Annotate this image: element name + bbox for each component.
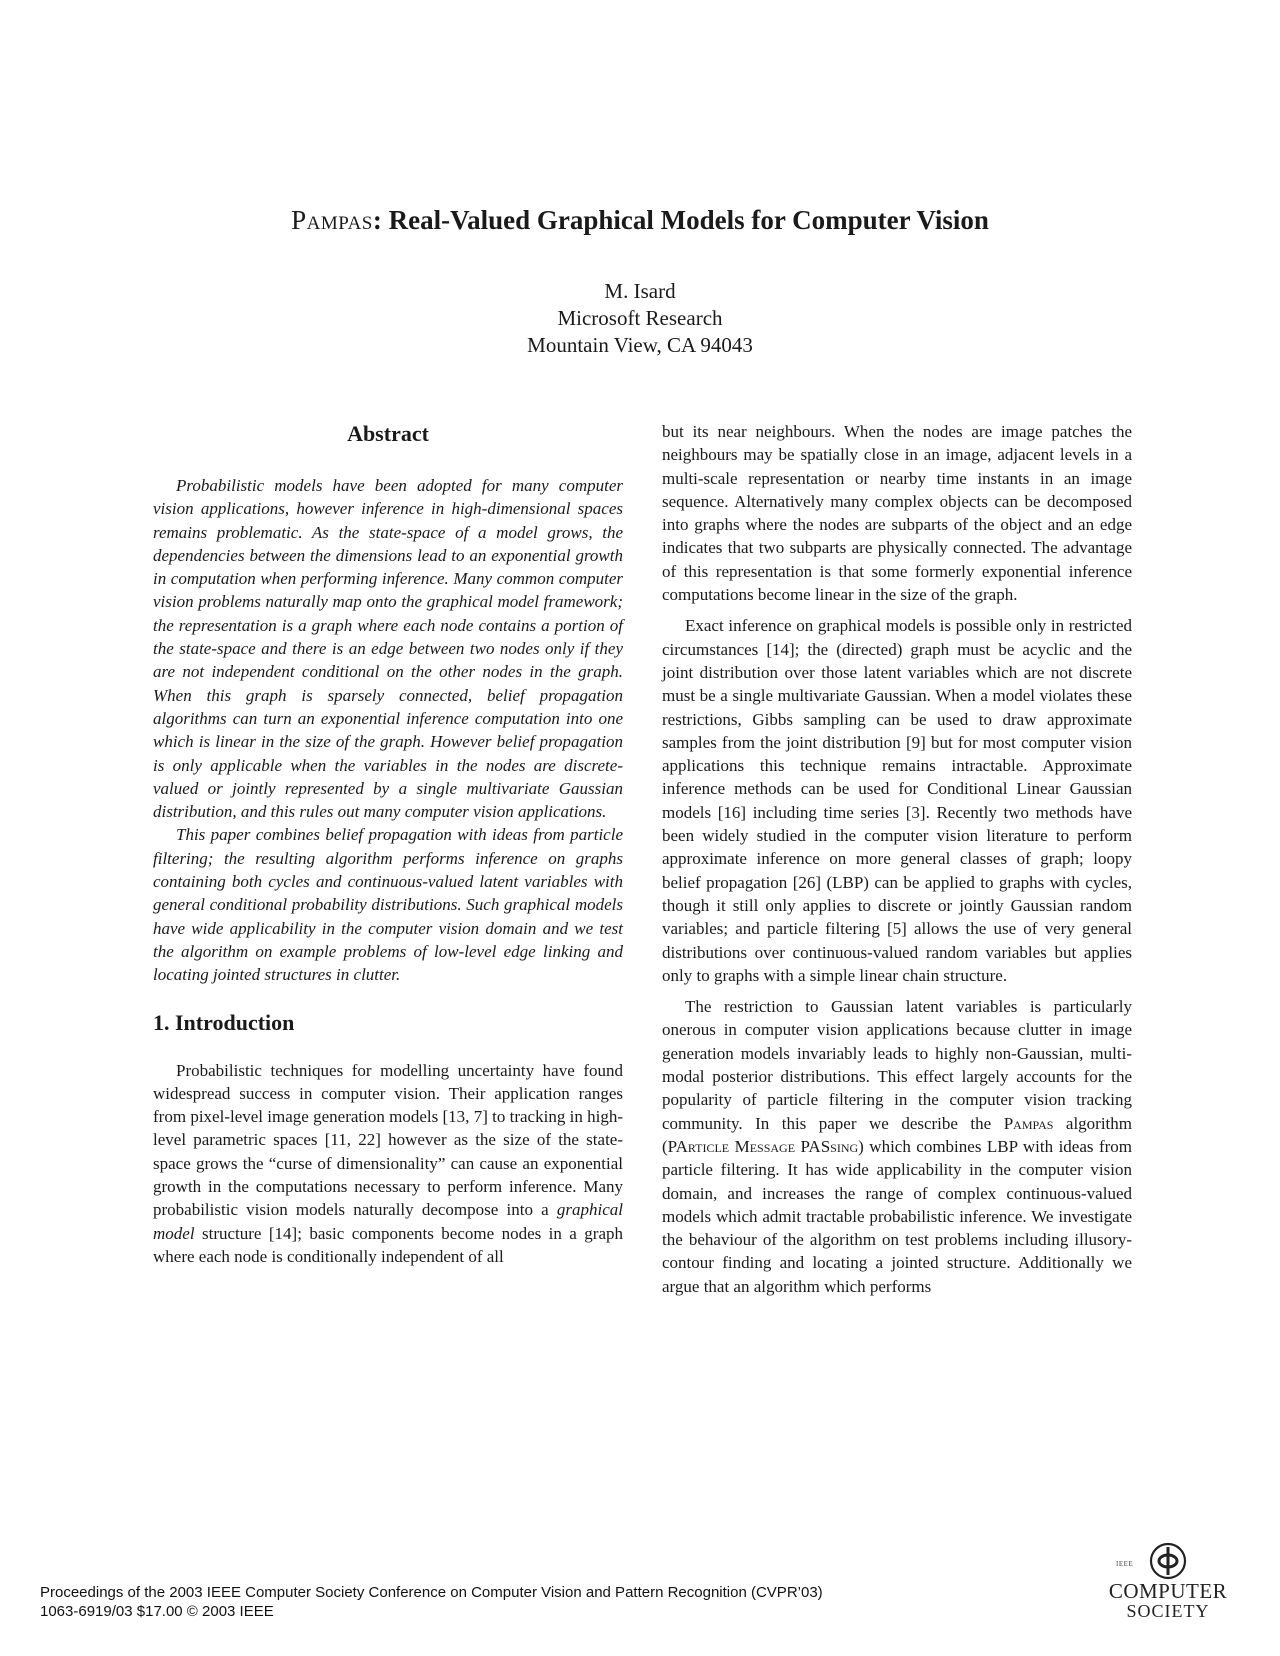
title-pampas: Pampas [291, 205, 373, 235]
right-paragraph-3 [662, 995, 1132, 1298]
intro-text-a: Probabilistic techniques for modelling uncertainty have found widespread success in computer vision. Their application ranges from pixel-level image generation models [13, 7] to tracking in high-level parametric spaces [11, 22] however as the size of the state-space grows the “curse of dimensionality” can cause an exponential growth in the computations necessary to perform inference. Many probabilistic vision models naturally decompose into a [153, 1060, 623, 1220]
p3-text-b: algorithm ( [662, 1113, 1132, 1156]
left-column [153, 420, 623, 1268]
p3-message: Message [734, 1136, 796, 1156]
p3-text-c: ) which combines LBP with ideas from particle filtering. It has wide applicability in the computer vision domain, and increases the range of complex continuous-valued models which admit tractable probabilistic inference. We investigate the behaviour of the algorithm on test problems including illusory-contour finding and locating a jointed structure. Additionally we argue that an algorithm which performs [662, 1136, 1133, 1296]
introduction-paragraph-1 [153, 1059, 623, 1269]
abstract-paragraph-1: Probabilistic models have been adopted for many computer vision applications, however inference in high-dimensional spaces remains problematic. As the state-space of a model grows, the dependencies between the dimensions lead to an exponential growth in computation when performing inference. Many common computer vision problems naturally map onto the graphical model framework; the representation is a graph where each node contains a portion of the state-space and there is an edge between two nodes only if they are not independent conditional on the other nodes in the graph. When this graph is sparsely connected, belief propagation algorithms can turn an exponential inference computation into one which is linear in the size of the graph. However belief propagation is only applicable when the variables in the nodes are discrete-valued or jointly represented by a single multivariate Gaussian distribution, and this rules out many computer vision applications. [153, 476, 623, 822]
proceedings-footer [40, 1583, 823, 1621]
paper-title [0, 203, 1280, 237]
author-affiliation: Microsoft Research [557, 306, 723, 330]
ieee-emblem-icon [1148, 1542, 1188, 1580]
right-paragraph-1: but its near neighbours. When the nodes are image patches the neighbours may be spatially close in an image, adjacent levels in a multi-scale representation or nearby time instants in an image sequence. Alternatively many complex objects can be decomposed into graphs where the nodes are subparts of the object and an edge indicates that two subparts are physically connected. The advantage of this representation is that some formerly exponential inference computations become linear in the size of the graph. [662, 422, 1132, 605]
title-main: : Real-Valued Graphical Models for Computer Vision [372, 205, 989, 235]
logo-society: SOCIETY [1126, 1601, 1210, 1621]
abstract-section [153, 420, 623, 987]
p3-text-a: The restriction to Gaussian latent variables is particularly onerous in computer vision applications because clutter in image generation models invariably leads to highly non-Gaussian, multi-modal posterior distributions. This effect largely accounts for the popularity of particle filtering in the computer vision tracking community. In this paper we describe the [662, 997, 1132, 1133]
abstract-heading: Abstract [347, 421, 429, 446]
p3-passing: PASsing [800, 1136, 859, 1156]
right-paragraph-2: Exact inference on graphical models is possible only in restricted circumstances [14]; the (directed) graph must be acyclic and the joint distribution over those latent variables which are not discrete must be a single multivariate Gaussian. When a model violates these restrictions, Gibbs sampling can be used to draw approximate samples from the joint distribution [9] but for most computer vision applications this technique remains intractable. Approximate inference methods can be used for Conditional Linear Gaussian models [16] including time series [3]. Recently two methods have been widely studied in the computer vision literature to perform approximate inference on more general classes of graph; loopy belief propagation [26] (LBP) can be applied to graphs with cycles, though it still only applies to discrete or jointly Gaussian random variables; and particle filtering [5] allows the use of very general distributions over continuous-valued random variables but applies only to graphs with a simple linear chain structure. [662, 616, 1132, 985]
footer-proceedings: Proceedings of the 2003 IEEE Computer Society Conference on Computer Vision and Pattern Recognition (CVPR’03) [40, 1584, 823, 1601]
author-address: Mountain View, CA 94043 [527, 333, 753, 357]
computer-society-logo [1098, 1542, 1238, 1642]
author-name: M. Isard [604, 279, 676, 303]
author-block [0, 278, 1280, 359]
abstract-paragraph-2: This paper combines belief propagation with ideas from particle filtering; the resulting algorithm performs inference on graphs containing both cycles and continuous-valued latent variables with general conditional probability distributions. Such graphical models have wide applicability in the computer vision domain and we test the algorithm on example problems of low-level edge linking and locating jointed structures in clutter. [153, 825, 623, 985]
introduction-heading: 1. Introduction [153, 1009, 295, 1035]
logo-ieee: IEEE [1116, 1560, 1134, 1568]
p3-pampas: Pampas [1003, 1113, 1054, 1133]
footer-copyright: 1063-6919/03 $17.00 © 2003 IEEE [40, 1603, 274, 1620]
intro-emphasis: graphical model [153, 1200, 623, 1243]
logo-computer: COMPUTER [1108, 1579, 1228, 1603]
intro-text-b: structure [14]; basic components become nodes in a graph where each node is conditionally independent of all [153, 1223, 623, 1266]
right-column [662, 420, 1132, 1298]
introduction-section [153, 1009, 623, 1269]
p3-particle: PArticle [667, 1136, 730, 1156]
